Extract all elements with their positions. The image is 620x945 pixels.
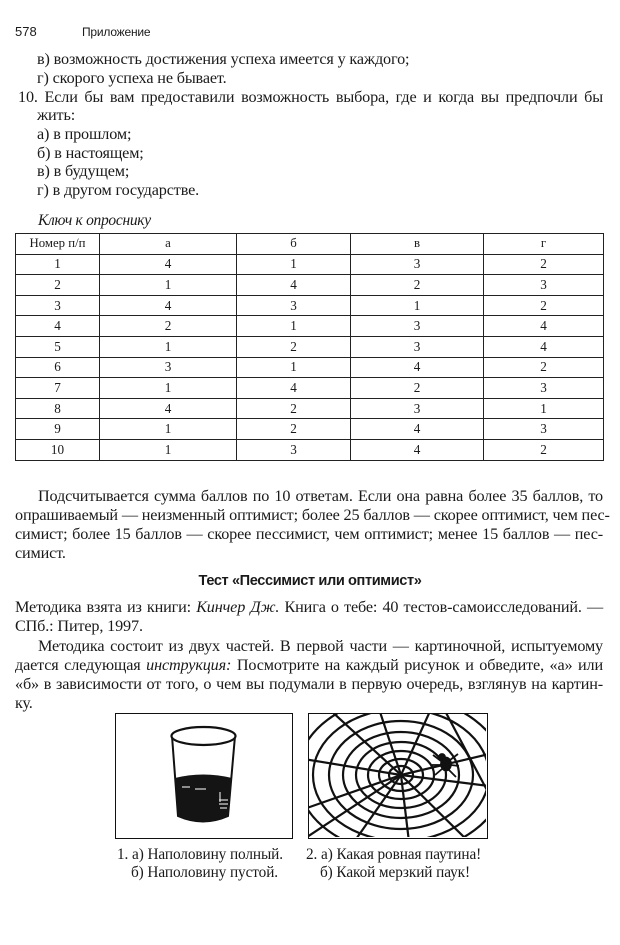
table-cell: 4 [351, 439, 484, 460]
page-number: 578 [15, 24, 37, 39]
option-text: Какая ровная паутина! [336, 846, 482, 863]
option-letter: а) [37, 125, 50, 143]
table-cell: 4 [16, 316, 100, 337]
table-cell: 1 [100, 275, 237, 296]
option-text: в будущем; [53, 162, 130, 180]
table-cell: 3 [100, 357, 237, 378]
option-text: в прошлом; [53, 125, 132, 143]
table-cell: 1 [484, 398, 604, 419]
table-row [16, 295, 604, 316]
table-cell: 2 [16, 275, 100, 296]
spider-web-icon [309, 714, 486, 837]
table-cell: 1 [100, 336, 237, 357]
table-cell: 2 [484, 357, 604, 378]
section-title: Приложение [82, 25, 151, 39]
option-letter: в) [37, 50, 50, 68]
option-text: возможность достижения успеха имеется у каждого; [53, 50, 410, 68]
question-9-option-v [37, 50, 409, 69]
figure-2-option-a [306, 846, 481, 865]
citation-title: Книга о тебе: 40 тестов-самоисследований. — [279, 598, 603, 616]
table-cell: 3 [351, 316, 484, 337]
question-10-option-b [37, 144, 144, 163]
question-number: 10. [18, 88, 38, 106]
figure-1-option-b [131, 864, 278, 883]
table-cell: 2 [351, 275, 484, 296]
option-letter: б) [131, 864, 144, 881]
method-line-1: Методика состоит из двух частей. В первой части — картиночной, испытуемому [38, 637, 603, 655]
figure-number: 2. [306, 846, 318, 863]
question-10-option-v [37, 162, 129, 181]
table-cell: 3 [484, 378, 604, 399]
table-cell: 1 [100, 419, 237, 440]
figure-2-option-b [320, 864, 470, 883]
table-cell: 2 [100, 316, 237, 337]
table-row [16, 439, 604, 460]
option-letter: в) [37, 162, 50, 180]
table-cell: 3 [237, 295, 351, 316]
table-cell: 4 [237, 275, 351, 296]
table-row [16, 336, 604, 357]
column-header-b: б [237, 234, 351, 255]
option-text: скорого успеха не бывает. [52, 69, 227, 87]
option-text: Наполовину пустой. [147, 864, 279, 881]
table-cell: 1 [351, 295, 484, 316]
table-cell: 8 [16, 398, 100, 419]
question-text: Если бы вам предоставили возможность выбора, где и когда вы предпочли бы [44, 88, 603, 106]
table-cell: 4 [100, 254, 237, 275]
table-cell: 3 [351, 398, 484, 419]
source-citation-line-2: СПб.: Питер, 1997. [15, 617, 143, 635]
table-cell: 4 [351, 419, 484, 440]
table-cell: 7 [16, 378, 100, 399]
figure-number: 1. [117, 846, 129, 863]
table-cell: 1 [237, 357, 351, 378]
table-cell: 4 [100, 398, 237, 419]
scoring-line-1: Подсчитывается сумма баллов по 10 ответам. Если она равна более 35 баллов, то [38, 487, 603, 505]
table-cell: 2 [237, 336, 351, 357]
table-cell: 4 [484, 336, 604, 357]
table-cell: 1 [16, 254, 100, 275]
table-row [16, 398, 604, 419]
question-10-text-cont: жить: [37, 106, 76, 124]
table-cell: 4 [484, 316, 604, 337]
table-cell: 3 [351, 336, 484, 357]
table-cell: 3 [484, 419, 604, 440]
question-10-option-g [37, 181, 199, 200]
table-cell: 4 [237, 378, 351, 399]
option-letter: а) [132, 846, 144, 863]
option-letter: б) [37, 144, 51, 162]
column-header-a: а [100, 234, 237, 255]
table-cell: 1 [237, 316, 351, 337]
table-row [16, 254, 604, 275]
table-cell: 6 [16, 357, 100, 378]
option-text: Какой мерзкий паук! [336, 864, 470, 881]
column-header-g: г [484, 234, 604, 255]
table-cell: 9 [16, 419, 100, 440]
question-9-option-g [37, 69, 227, 88]
scoring-line-4: симист. [15, 544, 66, 562]
spider-web-figure [308, 713, 488, 839]
option-text: в настоящем; [54, 144, 144, 162]
instruction-label: инструкция: [146, 656, 232, 674]
table-cell: 3 [16, 295, 100, 316]
table-cell: 4 [100, 295, 237, 316]
scoring-line-2: опрашиваемый — неизменный оптимист; более 25 баллов — скорее оптимист, чем пес- [15, 506, 610, 524]
table-cell: 2 [484, 254, 604, 275]
answer-key-caption: Ключ к опроснику [38, 212, 151, 229]
citation-prefix: Методика взята из книги: [15, 598, 197, 616]
method-text: дается следующая [15, 656, 147, 674]
table-cell: 1 [237, 254, 351, 275]
table-cell: 3 [237, 439, 351, 460]
option-letter: г) [37, 69, 49, 87]
question-10-option-a [37, 125, 131, 144]
table-row [16, 316, 604, 337]
option-letter: г) [37, 181, 49, 199]
table-cell: 5 [16, 336, 100, 357]
table-cell: 2 [237, 398, 351, 419]
question-10-text [18, 88, 603, 107]
table-row [16, 275, 604, 296]
table-cell: 2 [351, 378, 484, 399]
column-header-v: в [351, 234, 484, 255]
method-line-4: ку. [15, 694, 33, 712]
table-cell: 3 [351, 254, 484, 275]
table-cell: 2 [484, 439, 604, 460]
option-letter: а) [321, 846, 333, 863]
method-line-2 [15, 656, 603, 675]
scoring-line-3: симист; более 15 баллов — скорее пессимист, чем оптимист; менее 15 баллов — пес- [15, 525, 603, 543]
method-line-3: «б» в зависимости от того, о чем вы подумали в первую очередь, взглянув на картин- [15, 675, 603, 693]
option-text: в другом государстве. [52, 181, 200, 199]
option-letter: б) [320, 864, 333, 881]
figure-1-option-a [117, 846, 283, 865]
table-cell: 10 [16, 439, 100, 460]
table-cell: 3 [484, 275, 604, 296]
table-cell: 1 [100, 378, 237, 399]
section-heading: Тест «Пессимист или оптимист» [198, 573, 422, 589]
citation-author: Кинчер Дж. [196, 598, 280, 616]
table-row [16, 378, 604, 399]
answer-key-table [15, 233, 604, 461]
table-row [16, 357, 604, 378]
running-header [15, 24, 605, 42]
half-glass-figure [115, 713, 293, 839]
table-row [16, 419, 604, 440]
option-text: Наполовину полный. [147, 846, 283, 863]
table-cell: 2 [484, 295, 604, 316]
table-cell: 4 [351, 357, 484, 378]
column-header-number: Номер п/п [16, 234, 100, 255]
source-citation-line-1 [15, 598, 603, 617]
table-cell: 2 [237, 419, 351, 440]
table-header-row [16, 234, 604, 255]
method-text: Посмотрите на каждый рисунок и обведите, «а» или [231, 656, 603, 674]
table-cell: 1 [100, 439, 237, 460]
half-glass-icon [116, 714, 291, 837]
